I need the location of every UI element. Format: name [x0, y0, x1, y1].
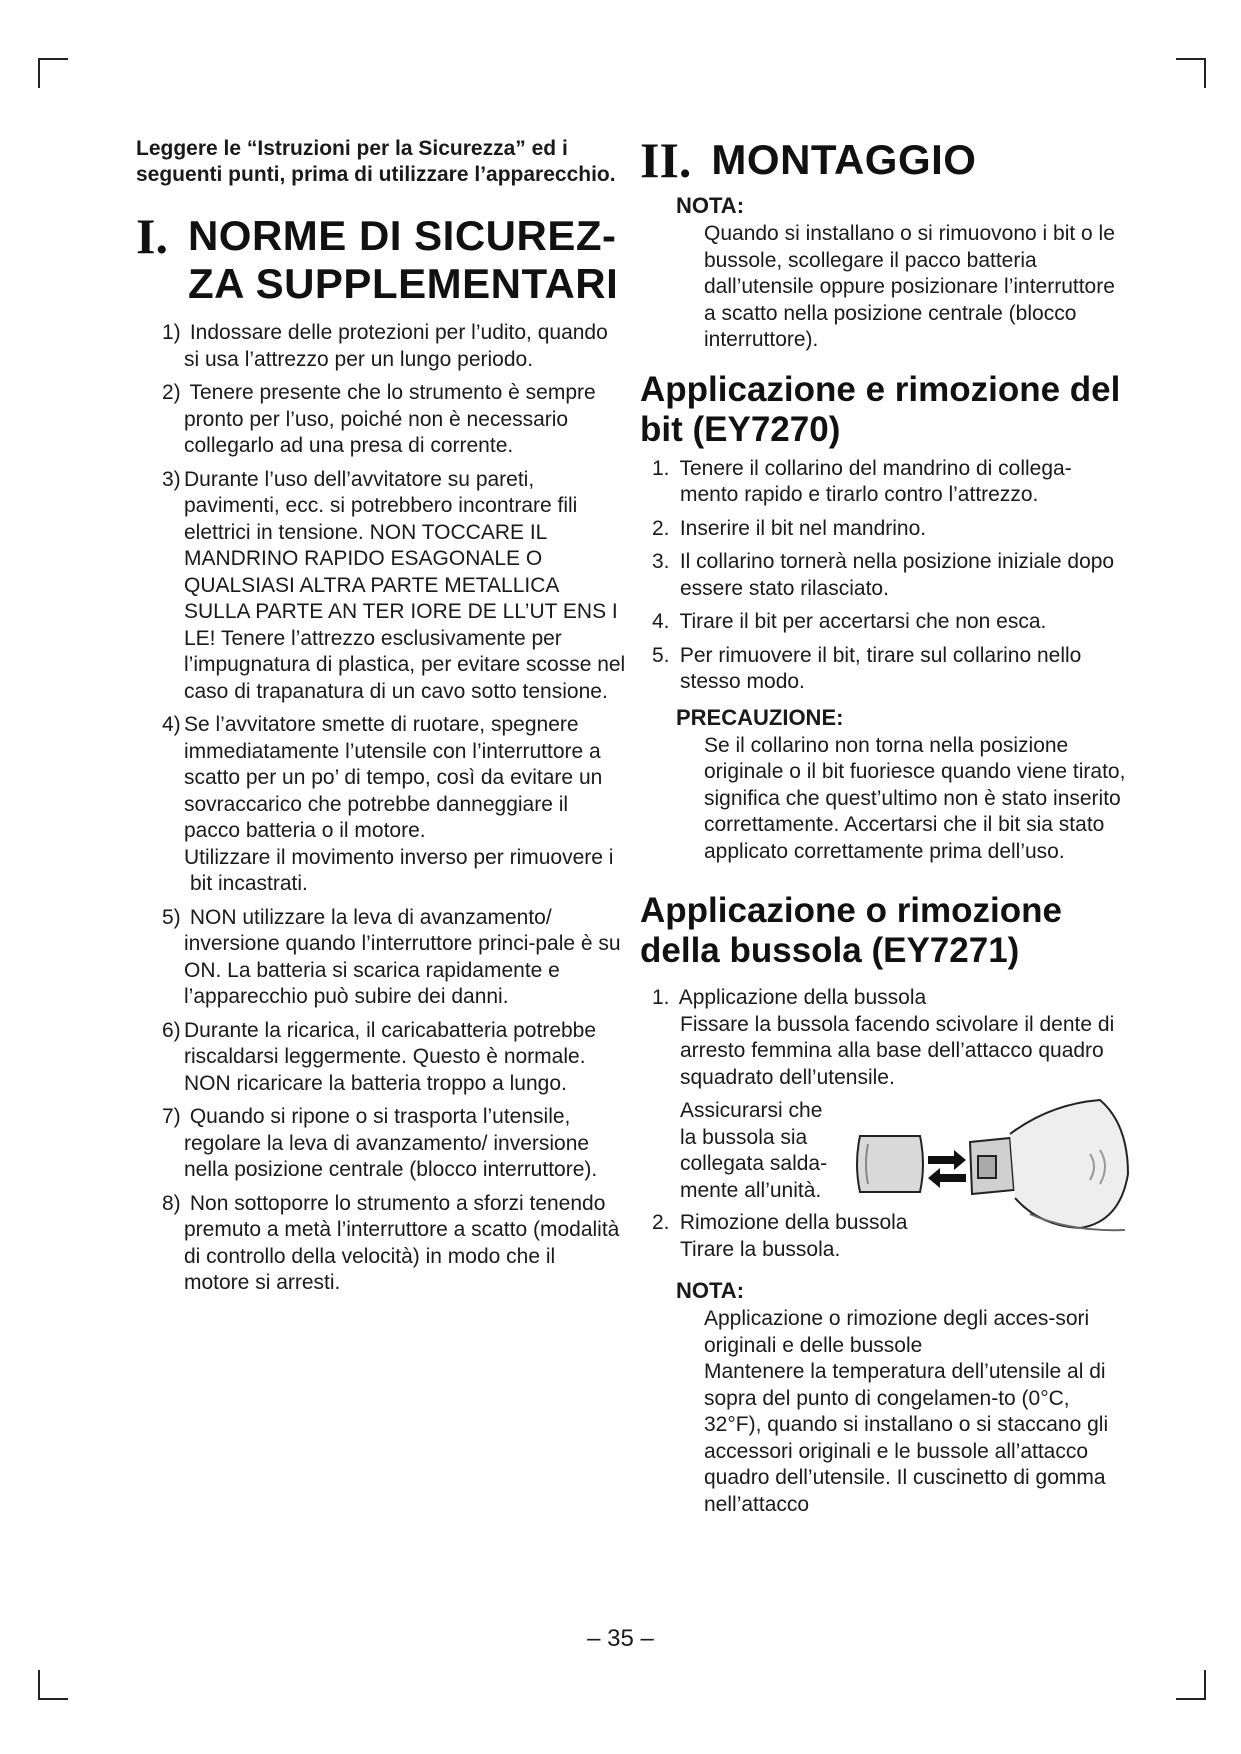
rule-text: Non sottoporre lo strumento a sforzi tenendo premuto a metà l’interruttore a scatto (modalità di controllo della velocità) in modo che il motore si arresti.	[184, 1191, 620, 1294]
crop-mark-top-left	[38, 58, 68, 88]
page-number: – 35 –	[587, 1625, 654, 1652]
section-socket-title: Applicazione o rimozione della bussola (EY7271)	[640, 891, 1062, 970]
step-item	[652, 643, 1130, 696]
step-number: 5.	[652, 643, 670, 667]
rule-text: Quando si ripone o si trasporta l’utensile, regolare la leva di avanzamento/ inversione nella posizione centrale (blocco interruttore).	[184, 1105, 598, 1181]
rule-item	[162, 905, 626, 1011]
step-item	[652, 985, 1130, 1091]
rule-number: 4)	[162, 713, 181, 736]
step-text: Per rimuovere il bit, tirare sul collarino nello stesso modo.	[679, 643, 1082, 693]
step-text: Fissare la bussola facendo scivolare il dente di arresto femmina alla base dell’attacco quadro squadrato dell’utensile.	[680, 1012, 1115, 1089]
rule-text: Durante l’uso dell’avvitatore su pareti, pavimenti, ecc. si potrebbero incontrare fili elettrici in tensione. NON TOCCARE IL MANDRINO RAPIDO ESAGONALE O QUALSIASI ALTRA PARTE METALLICA SULLA PARTE AN TER IORE DE LL’UT ENS I LE! Tenere l’attrezzo esclusivamente per l’impugnatura di plastica, per evitare scosse nel caso di trapanatura di un cavo sotto tensione.	[184, 467, 626, 703]
rule-number: 3)	[162, 467, 181, 491]
step-item	[652, 609, 1130, 636]
rule-item	[162, 467, 626, 706]
figure-caption: Assicurarsi che la bussola sia collegata salda-mente all’unità.	[680, 1099, 828, 1202]
step-text: Inserire il bit nel mandrino.	[679, 516, 927, 540]
rule-item	[162, 1018, 626, 1098]
bit-steps-list	[640, 456, 1130, 696]
step-number: 1.	[652, 456, 670, 480]
rule-number: 6)	[162, 1018, 181, 1042]
note-2-line1: Applicazione o rimozione degli acces-sori originali e delle bussole	[704, 1307, 1090, 1357]
rule-number: 5)	[162, 905, 181, 929]
rule-item	[162, 320, 626, 373]
rule-item	[162, 1104, 626, 1184]
arrow-right-icon	[928, 1150, 966, 1170]
caution-heading: PRECAUZIONE:	[676, 704, 844, 730]
chapter-1-title-line1: NORME DI SICUREZ-	[187, 212, 617, 259]
crop-mark-bottom-right	[1176, 1670, 1206, 1700]
rule-text: Indossare delle protezioni per l’udito, quando si usa l’attrezzo per un lungo periodo.	[184, 321, 608, 371]
note-1-heading: NOTA:	[676, 193, 745, 218]
chapter-1-title	[188, 212, 618, 308]
crop-mark-top-right	[1176, 58, 1206, 88]
step-text: Tirare la bussola.	[680, 1237, 841, 1261]
left-column	[136, 136, 626, 1304]
chapter-1-numeral: I.	[136, 208, 168, 264]
step-number: 1.	[652, 986, 670, 1009]
step-text: Tirare il bit per accertarsi che non esca.	[679, 610, 1047, 633]
rule-text: Se l’avvitatore smette di ruotare, spegnere immediatamente l’utensile con l’interruttore a scatto per un po’ di tempo, così da evitare un sovraccarico che potrebbe danneggiare il pacco batteria o il motore.	[184, 713, 603, 842]
step-text: Il collarino tornerà nella posizione iniziale dopo essere stato rilasciato.	[679, 550, 1115, 600]
step-item	[652, 456, 1130, 509]
rule-number: 2)	[162, 381, 181, 404]
caution-text: Se il collarino non torna nella posizione originale o il bit fuoriesce quando viene tirato, significa che quest’ultimo non è stato inserito correttamente. Accertarsi che il bit sia stato applicato correttamente prima dell’uso.	[704, 733, 1126, 863]
note-2-heading: NOTA:	[676, 1278, 745, 1303]
rule-text: Durante la ricarica, il caricabatteria potrebbe riscaldarsi leggermente. Questo è normale. NON ricaricare la batteria troppo a lungo.	[184, 1018, 597, 1095]
crop-mark-bottom-left	[38, 1670, 68, 1700]
rule-number: 1)	[162, 321, 181, 344]
rule-number: 8)	[162, 1191, 181, 1215]
step-item	[652, 549, 1130, 602]
rule-item	[162, 380, 626, 460]
note-1-text: Quando si installano o si rimuovono i bit o le bussole, scollegare il pacco batteria dall’utensile oppure posizionare l’interruttore a scatto nella posizione centrale (blocco interruttore).	[704, 222, 1115, 351]
socket-attachment-illustration	[850, 1094, 1130, 1234]
rule-subtext: Utilizzare il movimento inverso per rimuovere i bit incastrati.	[184, 845, 614, 895]
chapter-2-numeral: II.	[640, 132, 692, 188]
safety-rules-list	[136, 320, 626, 1297]
right-column	[640, 132, 1130, 1518]
step-title: Applicazione della bussola	[678, 986, 927, 1009]
socket-steps-list	[640, 985, 1130, 1091]
socket-figure-block	[640, 1098, 1130, 1204]
note-2-line2: Mantenere la temperatura dell’utensile al di sopra del punto di congelamen-to (0°C, 32°F), quando si installano o si staccano gli accessori originali e le bussole all’attacco quadro dell’utensile. Il cuscinetto di gomma nell’attacco	[704, 1360, 1109, 1516]
step-number: 4.	[652, 610, 670, 633]
step-number: 2.	[652, 516, 670, 540]
chapter-2-title: MONTAGGIO	[711, 136, 977, 183]
intro-text: Leggere le “Istruzioni per la Sicurezza” ed i seguenti punti, prima di utilizzare l’apparecchio.	[136, 137, 616, 186]
chapter-2-heading	[640, 132, 1130, 188]
rule-item	[162, 712, 626, 898]
step-number: 3.	[652, 550, 670, 573]
rule-number: 7)	[162, 1105, 181, 1128]
step-text: Tenere il collarino del mandrino di collega-mento rapido e tirarlo contro l’attrezzo.	[679, 456, 1072, 506]
step-item	[652, 516, 1130, 543]
arrow-left-icon	[928, 1168, 966, 1188]
chapter-1-heading	[136, 208, 626, 308]
chapter-1-title-line2: ZA SUPPLEMENTARI	[187, 260, 619, 307]
step-number: 2.	[652, 1211, 670, 1234]
section-bit-title: Applicazione e rimozione del bit (EY7270)	[640, 369, 1121, 449]
step-title: Rimozione della bussola	[679, 1211, 908, 1234]
rule-text: Tenere presente che lo strumento è sempre pronto per l’uso, poiché non è necessario collegarlo ad una presa di corrente.	[184, 381, 596, 457]
rule-item	[162, 1191, 626, 1297]
rule-text: NON utilizzare la leva di avanzamento/ inversione quando l’interruttore princi-pale è su ON. La batteria si scarica rapidamente e l’apparecchio può subire dei danni.	[184, 905, 621, 1008]
